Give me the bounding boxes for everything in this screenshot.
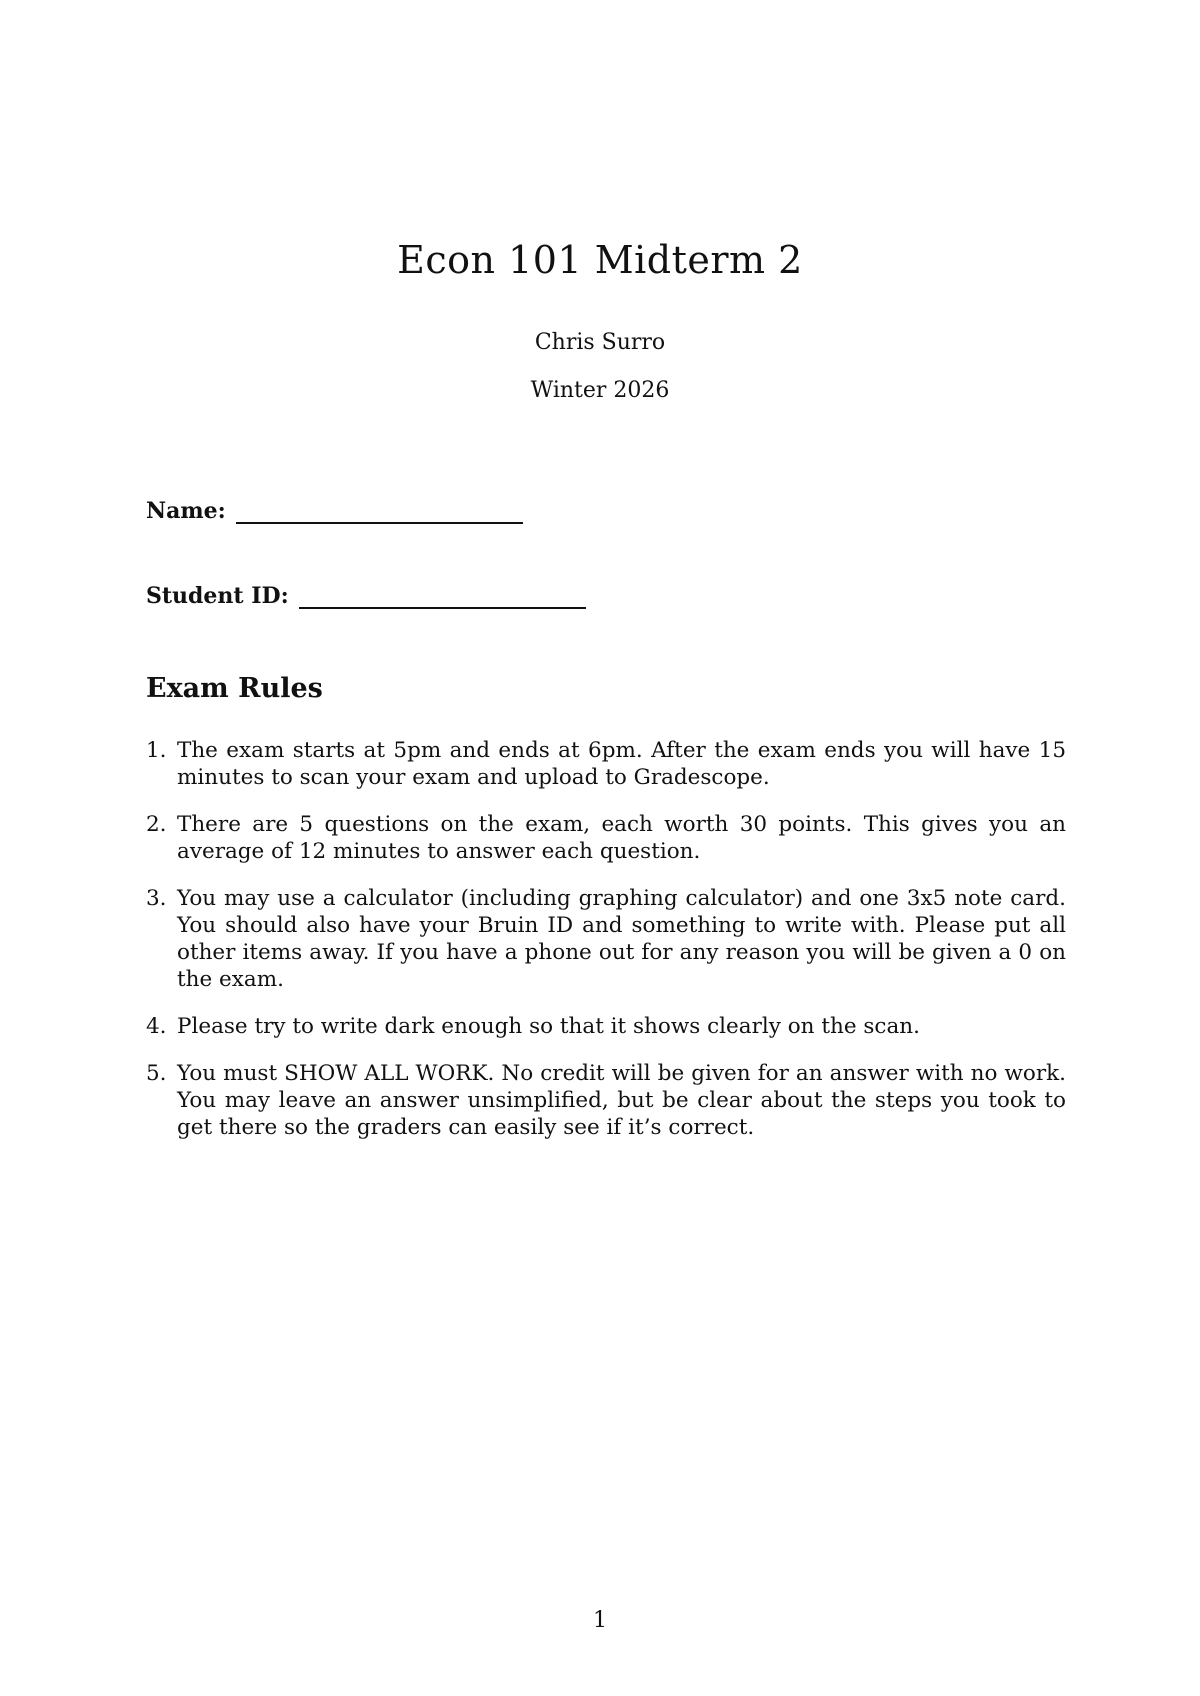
name-label: Name: <box>146 498 226 524</box>
student-id-blank-line <box>299 587 586 609</box>
instructor-name: Chris Surro <box>534 330 666 355</box>
name-field <box>146 498 523 524</box>
rule-text: Please try to write dark enough so that it shows clearly on the scan. <box>177 1014 920 1039</box>
rule-item <box>146 737 1066 791</box>
rules-list <box>146 737 1066 1161</box>
rule-number: 2. <box>146 812 167 837</box>
rule-text: There are 5 questions on the exam, each worth 30 points. This gives you an average of 12 minutes to answer each question. <box>177 812 1066 864</box>
rules-heading: Exam Rules <box>146 673 323 704</box>
rule-item <box>146 811 1066 865</box>
rule-text: You may use a calculator (including graphing calculator) and one 3x5 note card. You should also have your Bruin ID and something to write with. Please put all other items away. If you have a phone out for any reason you will be given a 0 on the exam. <box>177 886 1066 992</box>
term-label: Winter 2026 <box>530 378 670 403</box>
rule-text: You must SHOW ALL WORK. No credit will be given for an answer with no work. You may leave an answer unsimplified, but be clear about the steps you took to get there so the graders can easily see if it’s correct. <box>177 1061 1066 1140</box>
rule-item <box>146 1060 1066 1141</box>
rule-text: The exam starts at 5pm and ends at 6pm. After the exam ends you will have 15 minutes to scan your exam and upload to Gradescope. <box>177 738 1066 790</box>
rule-item <box>146 1013 1066 1040</box>
rule-item <box>146 885 1066 993</box>
rule-number: 4. <box>146 1014 167 1039</box>
student-id-label: Student ID: <box>146 583 289 609</box>
exam-title: Econ 101 Midterm 2 <box>397 238 803 282</box>
rule-number: 5. <box>146 1061 167 1086</box>
page-number: 1 <box>593 1608 607 1633</box>
name-blank-line <box>236 502 523 524</box>
rule-number: 1. <box>146 738 167 763</box>
rule-number: 3. <box>146 886 167 911</box>
student-id-field <box>146 583 586 609</box>
